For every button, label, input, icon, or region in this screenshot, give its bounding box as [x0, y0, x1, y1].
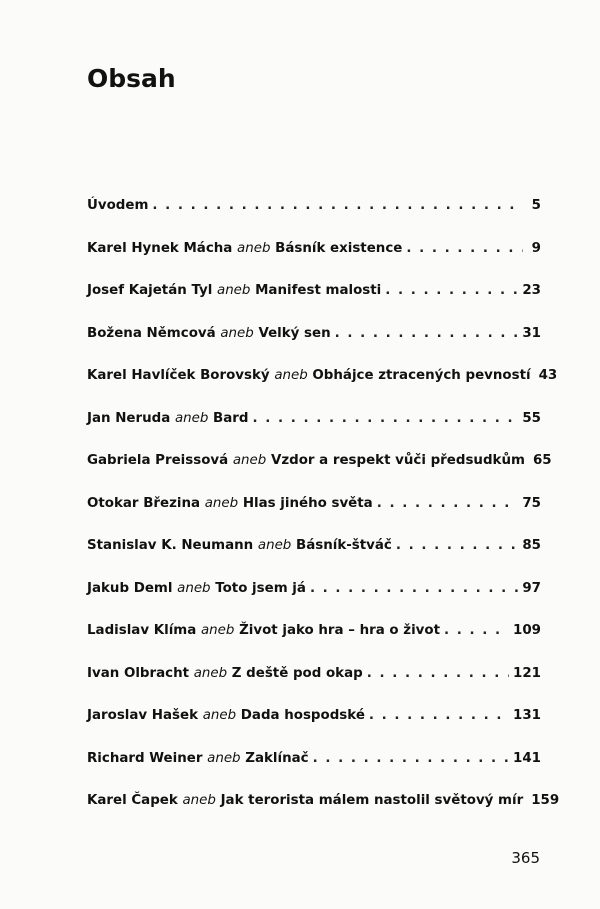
toc-entry-aneb: aneb [257, 538, 292, 553]
toc-entry-text [87, 793, 523, 808]
toc-entry [87, 623, 541, 666]
toc-entry-aneb: aneb [204, 495, 239, 511]
toc-entry [87, 411, 541, 454]
toc-entry-text [87, 241, 402, 256]
toc-entry-page: 65 [532, 453, 552, 468]
toc-entry-title: Život jako hra – hra o život [239, 623, 440, 638]
dot-leader [406, 241, 523, 256]
toc-entry [87, 326, 541, 369]
toc-entry-author: Josef Kajetán Tyl [87, 283, 213, 298]
toc-entry-aneb: aneb [182, 793, 216, 808]
dot-leader [310, 581, 518, 596]
toc-entry-author: Karel Čapek [87, 793, 178, 808]
toc-entry-title: Dada hospodské [240, 708, 365, 723]
toc-entry-aneb: aneb [200, 623, 235, 638]
toc-entry-aneb: aneb [232, 453, 267, 468]
toc-entry-page: 141 [513, 750, 541, 766]
toc-entry-author: Ladislav Klíma [87, 623, 197, 638]
toc-entry-text [87, 326, 331, 341]
toc-entry-title: Hlas jiného světa [242, 495, 373, 511]
toc-entry-aneb: aneb [202, 708, 237, 723]
toc-entry-page: 9 [531, 240, 541, 256]
toc-entry-title: Zaklínač [245, 750, 309, 766]
toc-entry-page: 109 [513, 623, 541, 638]
toc-entry [87, 581, 541, 624]
toc-entry-text [87, 496, 373, 511]
toc-entry-page: 43 [538, 368, 558, 383]
toc-entry [87, 368, 558, 411]
table-of-contents [87, 198, 560, 836]
toc-entry-author: Gabriela Preissová [87, 453, 229, 468]
toc-entry-title: Bard [213, 410, 249, 426]
toc-entry-author: Otokar Březina [87, 495, 201, 511]
toc-entry-title: Vzdor a respekt vůči předsudkům [270, 453, 525, 468]
toc-entry-author: Úvodem [87, 198, 149, 213]
toc-entry-page: 131 [513, 708, 541, 723]
dot-leader [377, 496, 519, 511]
toc-entry-page: 55 [522, 410, 541, 426]
toc-entry-page: 5 [531, 198, 541, 213]
toc-entry-author: Jaroslav Hašek [87, 708, 199, 723]
page-title: Obsah [87, 64, 176, 93]
toc-entry-aneb: aneb [193, 665, 228, 681]
toc-entry-text [87, 666, 363, 681]
toc-entry-text [87, 538, 392, 553]
toc-entry-text [87, 751, 309, 766]
toc-entry-text [87, 623, 440, 638]
toc-entry-aneb: aneb [177, 580, 211, 596]
toc-entry-author: Jan Neruda [87, 410, 171, 426]
dot-leader [369, 708, 509, 723]
toc-entry-aneb: aneb [216, 283, 251, 298]
toc-entry-page: 23 [522, 283, 541, 298]
toc-entry [87, 241, 541, 284]
toc-entry-title: Toto jsem já [215, 580, 306, 596]
toc-entry-page: 85 [522, 538, 541, 553]
toc-entry-text [87, 368, 531, 383]
toc-entry [87, 453, 552, 496]
toc-entry-title: Obhájce ztracených pevností [312, 368, 531, 383]
toc-entry-title: Básník existence [275, 240, 403, 256]
toc-entry-page: 121 [513, 665, 541, 681]
dot-leader [152, 198, 523, 213]
toc-entry [87, 708, 541, 751]
toc-entry-page: 75 [522, 495, 541, 511]
toc-entry-text [87, 283, 381, 298]
toc-entry-page: 31 [522, 325, 541, 341]
toc-entry-aneb: aneb [207, 750, 241, 766]
dot-leader [444, 623, 509, 638]
toc-entry-author: Richard Weiner [87, 750, 203, 766]
toc-entry-aneb: aneb [237, 240, 271, 256]
dot-leader [385, 283, 518, 298]
dot-leader [252, 411, 518, 426]
toc-entry-text [87, 453, 525, 468]
toc-entry-aneb: aneb [274, 368, 308, 383]
dot-leader [367, 666, 509, 681]
toc-entry-aneb: aneb [174, 410, 209, 426]
dot-leader [335, 326, 519, 341]
toc-entry-title: Básník-štváč [295, 538, 392, 553]
toc-entry-page: 159 [531, 793, 560, 808]
toc-entry-text [87, 198, 148, 213]
toc-entry-author: Božena Němcová [87, 325, 216, 341]
toc-entry [87, 751, 541, 794]
toc-entry-title: Manifest malosti [255, 283, 382, 298]
toc-entry-title: Velký sen [258, 325, 331, 341]
toc-entry [87, 198, 541, 241]
toc-entry [87, 666, 541, 709]
toc-entry-text [87, 708, 365, 723]
toc-entry-text [87, 581, 306, 596]
toc-entry-author: Karel Hynek Mácha [87, 240, 233, 256]
page-number: 365 [511, 849, 540, 867]
dot-leader [313, 751, 509, 766]
toc-entry-author: Stanislav K. Neumann [87, 538, 254, 553]
toc-entry-page: 97 [522, 580, 541, 596]
toc-entry [87, 538, 541, 581]
toc-entry-author: Jakub Deml [87, 580, 173, 596]
toc-entry-title: Z deště pod okap [231, 665, 363, 681]
toc-entry-author: Karel Havlíček Borovský [87, 368, 270, 383]
toc-entry [87, 283, 541, 326]
toc-entry [87, 793, 560, 836]
toc-entry-aneb: aneb [220, 325, 254, 341]
toc-entry [87, 496, 541, 539]
dot-leader [396, 538, 519, 553]
toc-entry-title: Jak terorista málem nastolil světový mír [220, 793, 524, 808]
toc-entry-author: Ivan Olbracht [87, 665, 190, 681]
toc-entry-text [87, 411, 248, 426]
